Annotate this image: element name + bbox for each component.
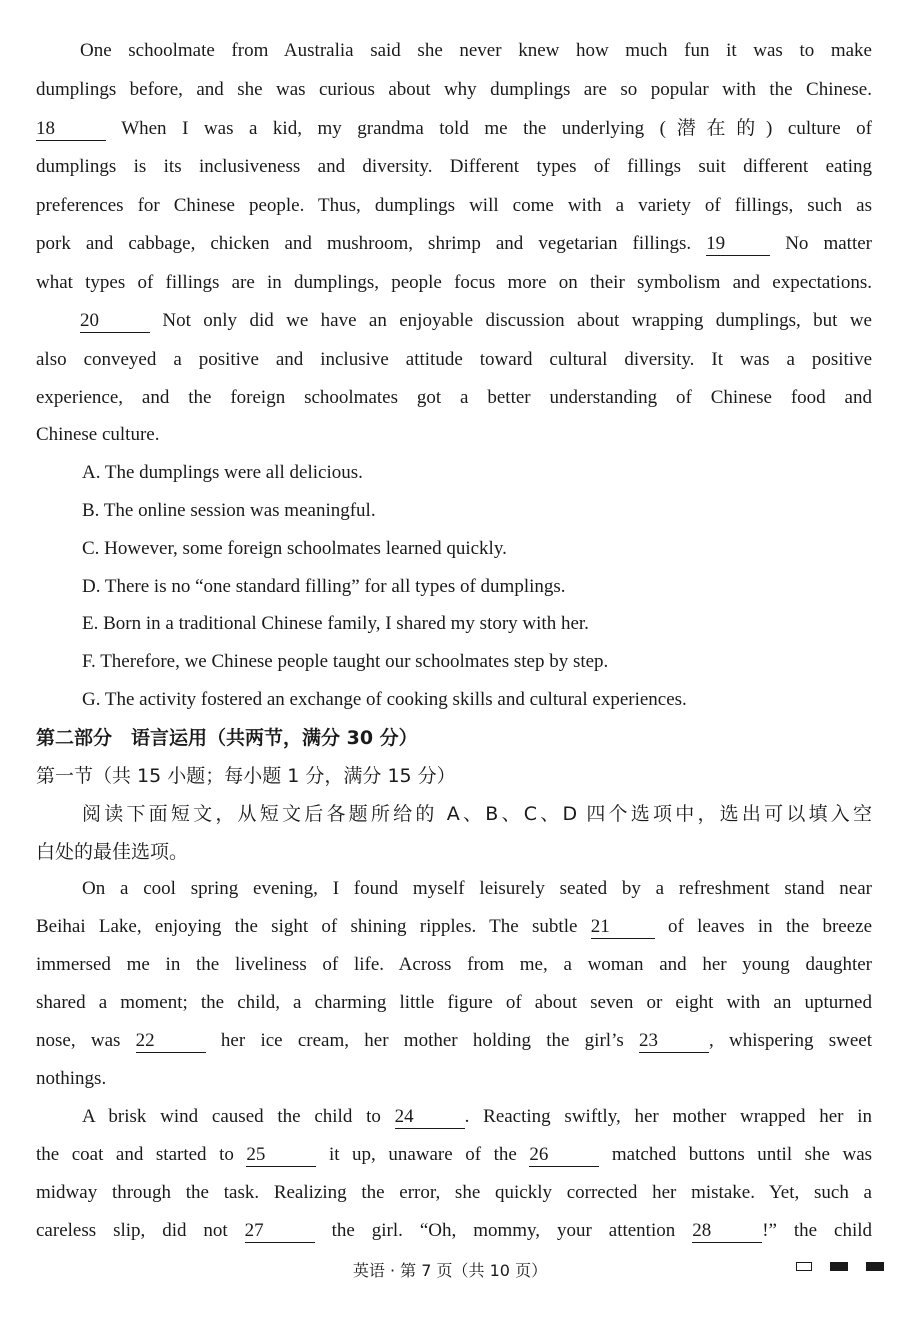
page-footer: 英语 · 第 7 页（共 10 页）	[352, 1261, 548, 1280]
option-b: B. The online session was meaningful.	[82, 500, 376, 521]
passage-line: the coat and started to 25 it up, unaware of the 26 matched buttons until she was	[36, 1144, 873, 1165]
passage-line: immersed me in the liveliness of life. Across from me, a woman and her young daughter	[36, 954, 872, 975]
passage-line: nose, was 22 her ice cream, her mother holding the girl’s 23 , whispering sweet	[36, 1030, 872, 1051]
passage-line: nothings.	[36, 1068, 107, 1089]
blank-20: 20	[80, 310, 150, 333]
passage-line: Chinese culture.	[36, 424, 160, 445]
blank-25: 25	[246, 1144, 316, 1167]
passage-line: A brisk wind caused the child to 24 . Reacting swiftly, her mother wrapped her in	[82, 1106, 873, 1127]
passage-line: midway through the task. Realizing the error, she quickly corrected her mistake. Yet, such a	[36, 1182, 872, 1203]
blank-19: 19	[706, 233, 770, 256]
filled-box-mark-icon	[866, 1262, 884, 1271]
page-marks	[796, 1262, 884, 1271]
passage-line: 20 Not only did we have an enjoyable discussion about wrapping dumplings, but we	[80, 310, 872, 331]
passage-line: experience, and the foreign schoolmates got a better understanding of Chinese food and	[36, 387, 872, 408]
option-g: G. The activity fostered an exchange of cooking skills and cultural experiences.	[82, 689, 687, 710]
option-c: C. However, some foreign schoolmates learned quickly.	[82, 538, 507, 559]
passage-line: dumplings is its inclusiveness and diversity. Different types of fillings suit different eating	[36, 156, 872, 177]
passage-line: Beihai Lake, enjoying the sight of shining ripples. The subtle 21 of leaves in the breeze	[36, 916, 873, 937]
passage-line: preferences for Chinese people. Thus, dumplings will come with a variety of fillings, such as	[36, 195, 872, 216]
blank-18: 18	[36, 118, 106, 141]
blank-27: 27	[245, 1220, 315, 1243]
passage-line: shared a moment; the child, a charming little figure of about seven or eight with an upturned	[36, 992, 872, 1013]
blank-23: 23	[639, 1030, 709, 1053]
option-a: A. The dumplings were all delicious.	[82, 462, 363, 483]
blank-22: 22	[136, 1030, 206, 1053]
instruction-line: 白处的最佳选项。	[36, 841, 189, 863]
passage-line: also conveyed a positive and inclusive attitude toward cultural diversity. It was a positive	[36, 349, 872, 370]
option-d: D. There is no “one standard filling” for all types of dumplings.	[82, 576, 566, 597]
passage-line: careless slip, did not 27 the girl. “Oh, mommy, your attention 28 !” the child	[36, 1220, 873, 1241]
passage-line: dumplings before, and she was curious about why dumplings are so popular with the Chinese.	[36, 79, 872, 100]
option-e: E. Born in a traditional Chinese family, I shared my story with her.	[82, 613, 589, 634]
passage-line: pork and cabbage, chicken and mushroom, shrimp and vegetarian fillings. 19 No matter	[36, 233, 872, 254]
blank-24: 24	[395, 1106, 465, 1129]
passage-line: One schoolmate from Australia said she never knew how much fun it was to make	[80, 40, 872, 61]
open-box-mark-icon	[796, 1262, 812, 1271]
instruction-line: 阅读下面短文，从短文后各题所给的 A、B、C、D 四个选项中，选出可以填入空	[82, 803, 872, 825]
passage-line: what types of fillings are in dumplings, people focus more on their symbolism and expectations.	[36, 272, 872, 293]
part-title: 第二部分 语言运用（共两节，满分 30 分）	[36, 727, 418, 749]
passage-line: 18 When I was a kid, my grandma told me the underlying (潜在的) culture of	[36, 118, 872, 139]
blank-26: 26	[529, 1144, 599, 1167]
passage-line: On a cool spring evening, I found myself leisurely seated by a refreshment stand near	[82, 878, 872, 899]
blank-21: 21	[591, 916, 655, 939]
blank-28: 28	[692, 1220, 762, 1243]
option-f: F. Therefore, we Chinese people taught our schoolmates step by step.	[82, 651, 609, 672]
sub-title: 第一节（共 15 小题；每小题 1 分，满分 15 分）	[36, 765, 456, 787]
filled-box-mark-icon	[830, 1262, 848, 1271]
